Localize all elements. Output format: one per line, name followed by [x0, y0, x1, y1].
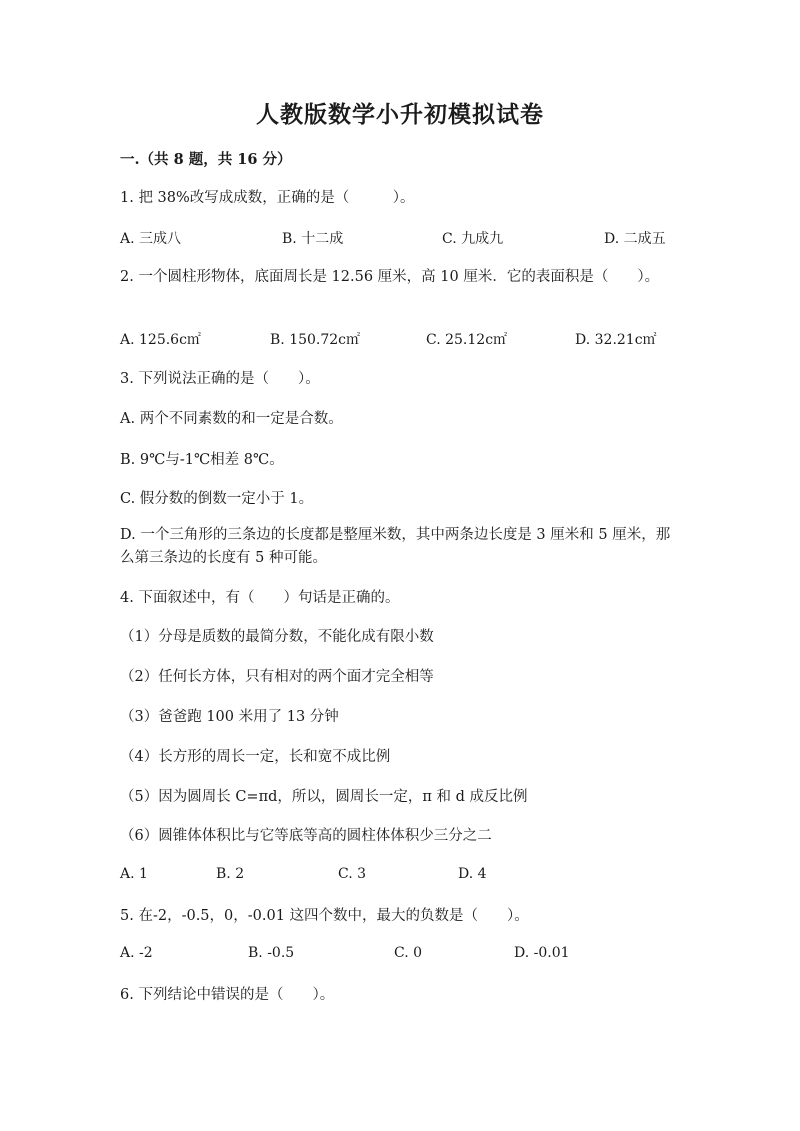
option-c: C. 九成九: [442, 231, 504, 247]
option-b: B. 十二成: [282, 231, 344, 247]
option-a: A. 1: [120, 866, 148, 882]
question-4-statement-4: （4）长方形的周长一定，长和宽不成比例: [120, 749, 391, 765]
option-d: D. 二成五: [604, 231, 666, 247]
question-4-stem: 4. 下面叙述中，有（ ）句话是正确的。: [120, 590, 400, 606]
question-4-statement-3: （3）爸爸跑 100 米用了 13 分钟: [120, 709, 339, 725]
option-c: C. 25.12c㎡: [426, 332, 508, 348]
section-heading: 一.（共 8 题，共 16 分）: [120, 151, 292, 168]
question-4-statement-6: （6）圆锥体体积比与它等底等高的圆柱体体积少三分之二: [120, 828, 492, 844]
option-d: D. 32.21c㎡: [575, 332, 657, 348]
question-5-stem: 5. 在-2，-0.5，0，-0.01 这四个数中，最大的负数是（ ）。: [120, 908, 529, 924]
question-3-option-b: B. 9℃与-1℃相差 8℃。: [120, 452, 284, 468]
question-3-option-d: D. 一个三角形的三条边的长度都是整厘米数，其中两条边长度是 3 厘米和 5 厘米，那么第三条边的长度有 5 种可能。: [120, 527, 671, 566]
page-title: 人教版数学小升初模拟试卷: [256, 101, 544, 128]
question-5-options: [120, 945, 680, 967]
question-4-statement-1: （1）分母是质数的最简分数，不能化成有限小数: [120, 629, 434, 645]
option-a: A. -2: [120, 945, 153, 961]
question-4-statement-2: （2）任何长方体，只有相对的两个面才完全相等: [120, 669, 434, 685]
option-b: B. 2: [216, 866, 245, 882]
question-4-options: [120, 866, 680, 888]
question-3-option-c: C. 假分数的倒数一定小于 1。: [120, 491, 314, 507]
question-2-stem: 2. 一个圆柱形物体，底面周长是 12.56 厘米，高 10 厘米．它的表面积是（ ）。: [120, 269, 660, 285]
question-3-stem: 3. 下列说法正确的是（ ）。: [120, 371, 320, 387]
option-c: C. 3: [338, 866, 367, 882]
option-d: D. -0.01: [514, 945, 570, 961]
option-a: A. 125.6c㎡: [120, 332, 201, 348]
question-1-stem: 1. 把 38%改写成成数，正确的是（ ）。: [120, 190, 415, 206]
question-2-options: [120, 329, 680, 351]
question-4-statement-5: （5）因为圆周长 C=πd，所以，圆周长一定，π 和 d 成反比例: [120, 789, 528, 805]
option-b: B. -0.5: [248, 945, 295, 961]
option-d: D. 4: [458, 866, 487, 882]
question-1-options: [120, 228, 680, 250]
question-6-stem: 6. 下列结论中错误的是（ ）。: [120, 987, 335, 1003]
option-c: C. 0: [394, 945, 423, 961]
option-a: A. 三成八: [120, 231, 182, 247]
option-b: B. 150.72c㎡: [270, 332, 361, 348]
question-3-option-a: A. 两个不同素数的和一定是合数。: [120, 411, 343, 427]
